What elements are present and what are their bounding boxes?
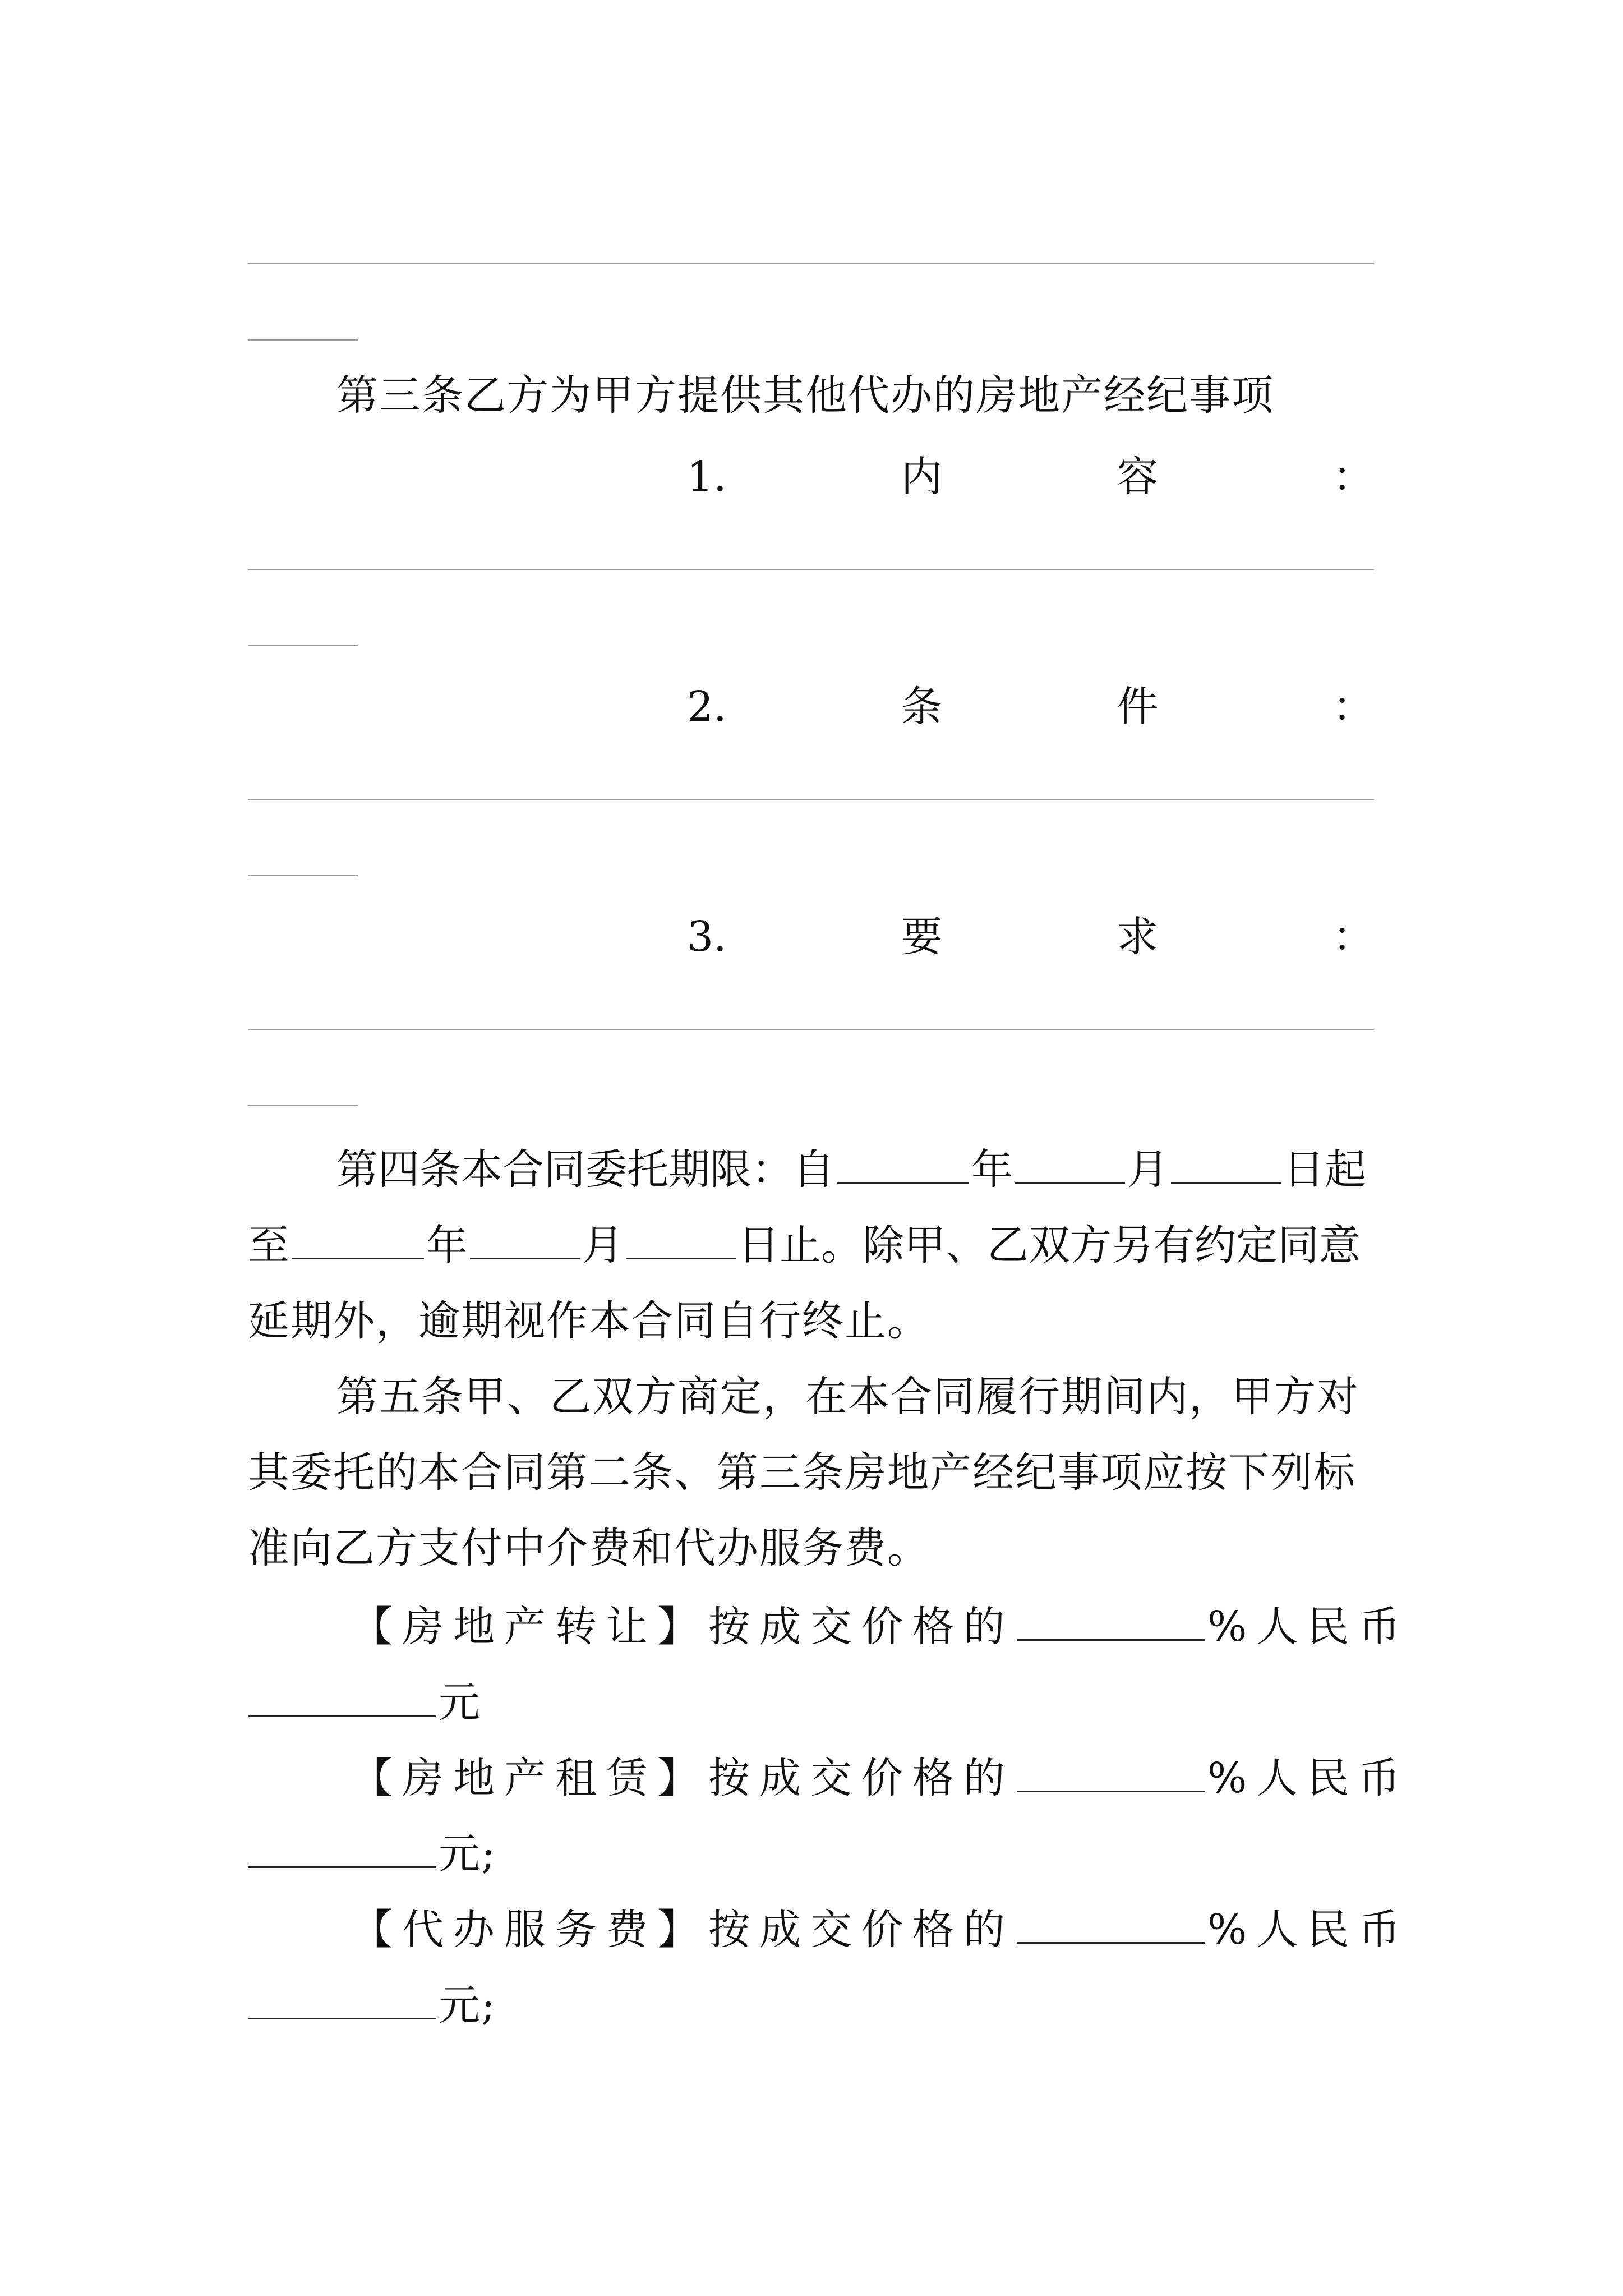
article5-line2: 其委托的本合同第二条、第三条房地产经纪事项应按下列标 bbox=[248, 1448, 1356, 1497]
article4-line1: 第四条本合同委托期限：自 年 月 日起 bbox=[336, 1145, 1366, 1194]
blank-line-short bbox=[248, 1105, 358, 1106]
blank-year bbox=[292, 1225, 424, 1259]
item-colon: ： bbox=[1332, 453, 1374, 501]
blank-month bbox=[470, 1225, 580, 1259]
blank-year bbox=[837, 1149, 969, 1184]
blank-line bbox=[248, 1029, 1374, 1030]
item-number: 3. bbox=[687, 913, 727, 961]
fee-line-lease-amount: 元; bbox=[248, 1826, 496, 1882]
blank-line bbox=[248, 799, 1374, 800]
item-char: 内 bbox=[901, 453, 943, 501]
article3-item-3 bbox=[687, 909, 1374, 965]
article5-line1: 第五条甲、乙双方商定，在本合同履行期间内，甲方对 bbox=[336, 1373, 1359, 1421]
fee-line-transfer: 【房地产转让】按成交价格的 %人民币 bbox=[351, 1603, 1410, 1651]
item-number: 1. bbox=[687, 453, 727, 501]
blank-amount bbox=[248, 1985, 436, 2019]
blank-line bbox=[248, 569, 1374, 570]
blank-month bbox=[1015, 1149, 1125, 1184]
blank-amount bbox=[248, 1834, 436, 1868]
fee-line-service: 【代办服务费】按成交价格的 %人民币 bbox=[351, 1906, 1410, 1954]
blank-line-short bbox=[248, 645, 358, 646]
item-colon: ： bbox=[1332, 683, 1374, 731]
blank-percent bbox=[1017, 1758, 1205, 1792]
fee-line-service-amount: 元; bbox=[248, 1977, 496, 2033]
article4-line3: 延期外，逾期视作本合同自行终止。 bbox=[248, 1297, 930, 1345]
blank-line-short bbox=[248, 875, 358, 876]
article3-item-2 bbox=[687, 679, 1374, 735]
blank-amount bbox=[248, 1682, 436, 1717]
blank-percent bbox=[1017, 1910, 1205, 1944]
fee-line-lease: 【房地产租赁】按成交价格的 %人民币 bbox=[351, 1754, 1410, 1802]
article3-heading: 第三条乙方为甲方提供其他代办的房地产经纪事项 bbox=[336, 371, 1274, 420]
item-char: 求 bbox=[1117, 913, 1159, 961]
item-colon: ： bbox=[1332, 913, 1374, 961]
blank-percent bbox=[1017, 1607, 1205, 1641]
article5-line3: 准向乙方支付中介费和代办服务费。 bbox=[248, 1524, 930, 1572]
item-char: 容 bbox=[1117, 453, 1159, 501]
blank-day bbox=[1171, 1149, 1281, 1184]
article4-line2: 至 年 月 日止。除甲、乙双方另有约定同意 bbox=[248, 1221, 1361, 1269]
article3-item-1 bbox=[687, 449, 1374, 505]
item-char: 条 bbox=[901, 683, 943, 731]
blank-line bbox=[248, 263, 1374, 264]
item-number: 2. bbox=[687, 683, 727, 731]
blank-day bbox=[626, 1225, 736, 1259]
item-char: 件 bbox=[1117, 683, 1159, 731]
blank-line-short bbox=[248, 339, 358, 341]
item-char: 要 bbox=[901, 913, 943, 961]
fee-line-transfer-amount: 元 bbox=[248, 1674, 481, 1731]
